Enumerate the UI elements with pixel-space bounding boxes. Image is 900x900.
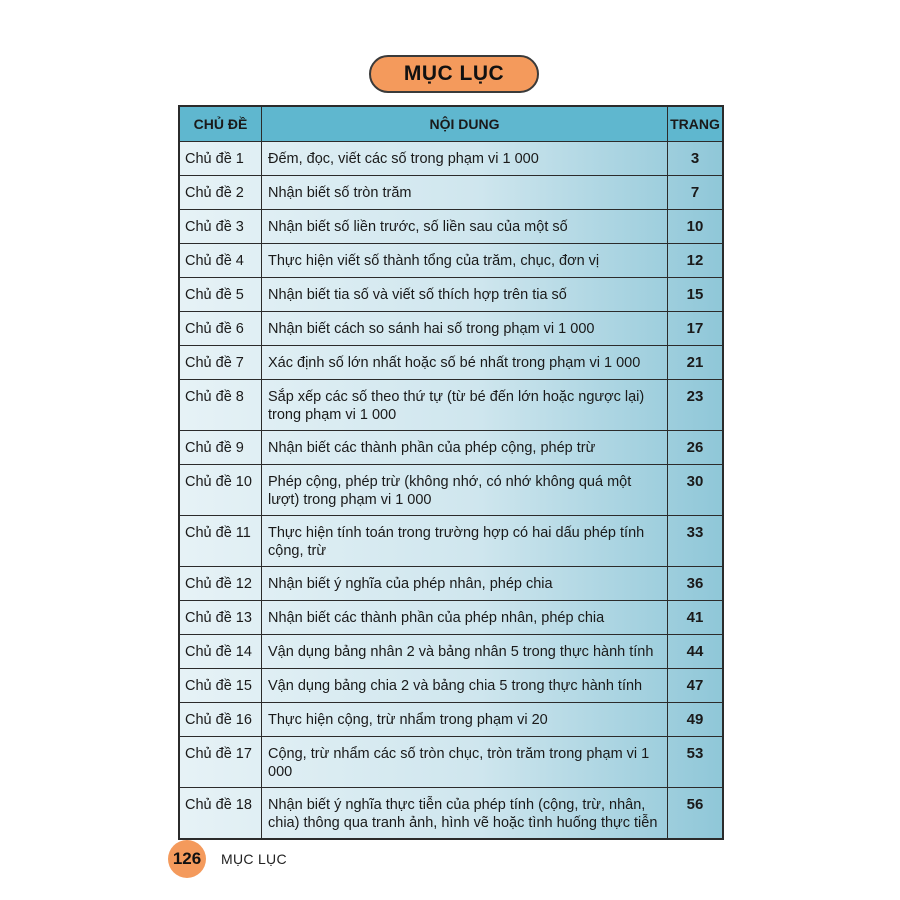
- row-page: 41: [686, 609, 704, 626]
- row-topic: Chủ đề 10: [180, 465, 262, 515]
- row-content: Vận dụng bảng nhân 2 và bảng nhân 5 trong thực hành tính: [262, 635, 668, 668]
- row-topic: Chủ đề 4: [180, 244, 262, 277]
- row-content: Phép cộng, phép trừ (không nhớ, có nhớ không quá một lượt) trong phạm vi 1 000: [262, 465, 668, 515]
- table-row: [180, 141, 722, 175]
- row-topic: Chủ đề 8: [180, 380, 262, 430]
- table-row: [180, 277, 722, 311]
- row-topic: Chủ đề 3: [180, 210, 262, 243]
- table-row: [180, 464, 722, 515]
- row-content: Nhận biết các thành phần của phép nhân, phép chia: [262, 601, 668, 634]
- row-topic: Chủ đề 15: [180, 669, 262, 702]
- table-row: [180, 430, 722, 464]
- header-page: TRANG: [670, 116, 720, 132]
- row-content: Nhận biết cách so sánh hai số trong phạm vi 1 000: [262, 312, 668, 345]
- header-topic: CHỦ ĐỀ: [180, 107, 262, 141]
- row-topic: Chủ đề 16: [180, 703, 262, 736]
- row-topic: Chủ đề 12: [180, 567, 262, 600]
- row-page: 17: [686, 320, 704, 337]
- page-title: MỤC LỤC: [369, 55, 539, 93]
- row-content: Sắp xếp các số theo thứ tự (từ bé đến lớn hoặc ngược lại) trong phạm vi 1 000: [262, 380, 668, 430]
- table-row: [180, 702, 722, 736]
- table-row: [180, 787, 722, 838]
- row-page: 12: [686, 252, 704, 269]
- row-content: Nhận biết số liền trước, số liền sau của một số: [262, 210, 668, 243]
- row-page: 21: [686, 354, 704, 371]
- row-topic: Chủ đề 11: [180, 516, 262, 566]
- row-content: Nhận biết các thành phần của phép cộng, phép trừ: [262, 431, 668, 464]
- footer-section-label: MỤC LỤC: [221, 851, 287, 867]
- row-topic: Chủ đề 6: [180, 312, 262, 345]
- row-topic: Chủ đề 5: [180, 278, 262, 311]
- table-row: [180, 209, 722, 243]
- row-page: 33: [686, 524, 704, 541]
- row-page: 23: [686, 388, 704, 405]
- table-row: [180, 736, 722, 787]
- row-content: Xác định số lớn nhất hoặc số bé nhất trong phạm vi 1 000: [262, 346, 668, 379]
- row-page: 53: [686, 745, 704, 762]
- row-page: 3: [690, 150, 700, 167]
- row-page: 44: [686, 643, 704, 660]
- row-page: 7: [690, 184, 700, 201]
- row-topic: Chủ đề 14: [180, 635, 262, 668]
- row-content: Thực hiện tính toán trong trường hợp có hai dấu phép tính cộng, trừ: [262, 516, 668, 566]
- row-page: 15: [686, 286, 704, 303]
- row-content: Đếm, đọc, viết các số trong phạm vi 1 000: [262, 142, 668, 175]
- row-content: Thực hiện viết số thành tổng của trăm, chục, đơn vị: [262, 244, 668, 277]
- row-content: Vận dụng bảng chia 2 và bảng chia 5 trong thực hành tính: [262, 669, 668, 702]
- row-topic: Chủ đề 7: [180, 346, 262, 379]
- table-of-contents: [178, 105, 724, 840]
- row-content: Thực hiện cộng, trừ nhẩm trong phạm vi 20: [262, 703, 668, 736]
- row-topic: Chủ đề 2: [180, 176, 262, 209]
- row-topic: Chủ đề 1: [180, 142, 262, 175]
- table-row: [180, 515, 722, 566]
- row-page: 56: [686, 796, 704, 813]
- table-row: [180, 311, 722, 345]
- row-topic: Chủ đề 18: [180, 788, 262, 838]
- table-header: [180, 107, 722, 141]
- table-row: [180, 566, 722, 600]
- header-content: NỘI DUNG: [262, 107, 668, 141]
- row-page: 36: [686, 575, 704, 592]
- row-content: Nhận biết ý nghĩa của phép nhân, phép chia: [262, 567, 668, 600]
- page-number-badge: 126: [168, 840, 206, 878]
- table-row: [180, 243, 722, 277]
- row-topic: Chủ đề 17: [180, 737, 262, 787]
- table-row: [180, 634, 722, 668]
- row-page: 30: [686, 473, 704, 490]
- row-content: Nhận biết tia số và viết số thích hợp trên tia số: [262, 278, 668, 311]
- row-page: 26: [686, 439, 704, 456]
- row-page: 10: [686, 218, 704, 235]
- table-row: [180, 379, 722, 430]
- table-row: [180, 600, 722, 634]
- row-page: 49: [686, 711, 704, 728]
- row-content: Nhận biết số tròn trăm: [262, 176, 668, 209]
- row-topic: Chủ đề 9: [180, 431, 262, 464]
- table-row: [180, 175, 722, 209]
- row-topic: Chủ đề 13: [180, 601, 262, 634]
- row-page: 47: [686, 677, 704, 694]
- row-content: Cộng, trừ nhẩm các số tròn chục, tròn trăm trong phạm vi 1 000: [262, 737, 668, 787]
- table-row: [180, 345, 722, 379]
- row-content: Nhận biết ý nghĩa thực tiễn của phép tính (cộng, trừ, nhân, chia) thông qua tranh ảnh, hình vẽ hoặc tình huống thực tiễn: [262, 788, 668, 838]
- table-row: [180, 668, 722, 702]
